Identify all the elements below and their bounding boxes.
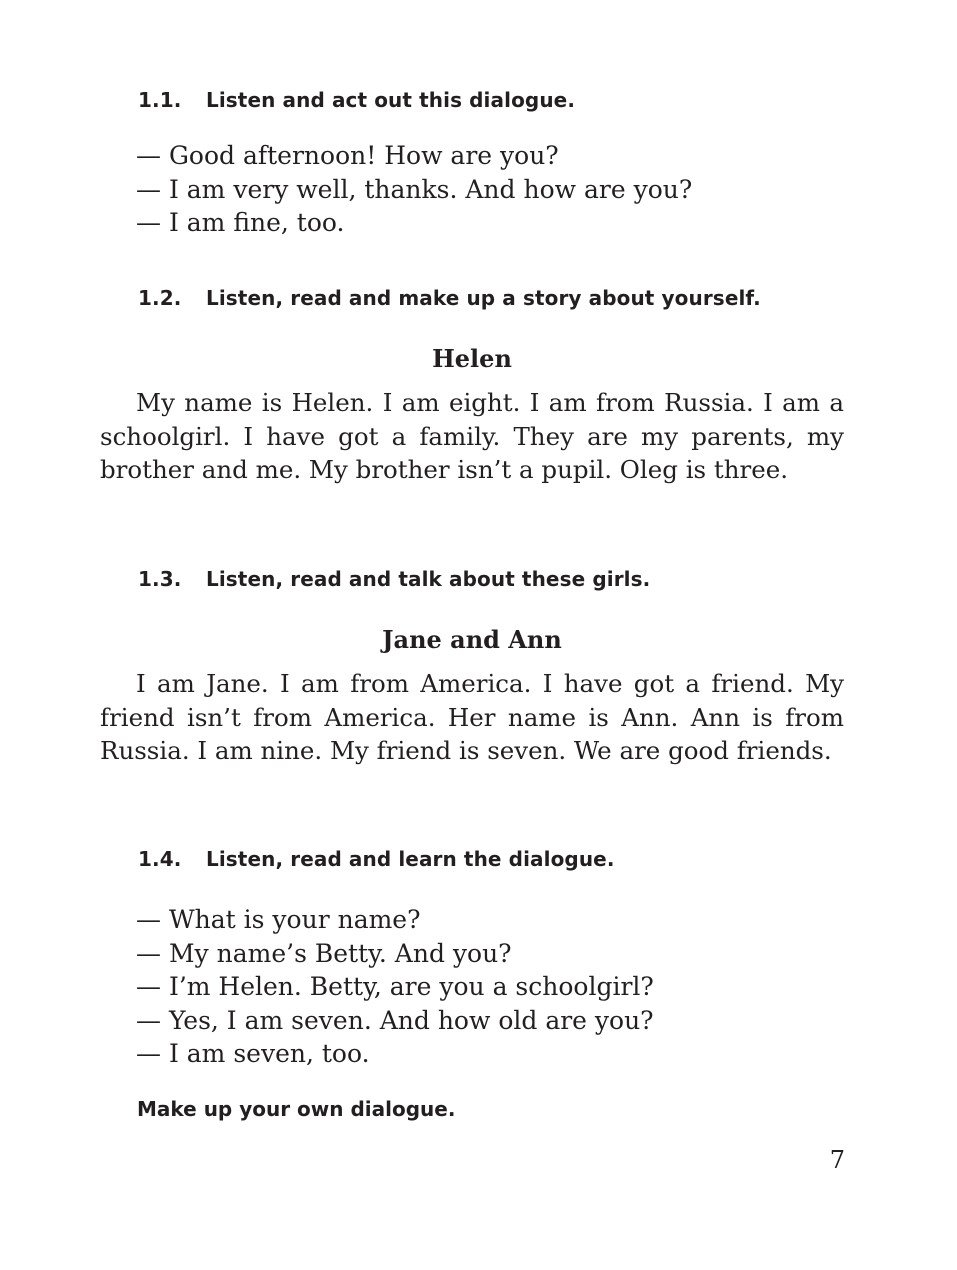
story-text-jane-and-ann: I am Jane. I am from America. I have got a friend. My friend isn’t from America. Her name is Ann. Ann is from Russia. I am nine. My friend is seven. We are good friends.	[100, 669, 844, 765]
exercise-heading-1-4	[138, 847, 615, 871]
exercise-heading-1-2	[138, 286, 761, 310]
dialogue-line: — I’m Helen. Betty, are you a schoolgirl?	[136, 972, 654, 1001]
exercise-number: 1.2.	[138, 286, 182, 310]
exercise-heading-1-3	[138, 567, 650, 591]
dialogue-line: — I am very well, thanks. And how are you?	[136, 174, 693, 204]
dialogue-line: — My name’s Betty. And you?	[136, 938, 512, 968]
dialogue-line: — I am fine, too.	[136, 208, 345, 237]
page-number: 7	[829, 1146, 845, 1174]
story-text-helen: My name is Helen. I am eight. I am from Russia. I am a schoolgirl. I have got a family. They are my parents, my brother and me. My brother isn’t a pupil. Oleg is three.	[100, 388, 844, 484]
dialogue-1-4	[136, 903, 654, 1071]
dialogue-line: — What is your name?	[136, 905, 421, 934]
exercise-instruction: Listen and act out this dialogue.	[206, 88, 576, 112]
exercise-number: 1.1.	[138, 88, 182, 112]
exercise-instruction: Listen, read and learn the dialogue.	[206, 847, 615, 871]
own-dialogue-instruction: Make up your own dialogue.	[137, 1097, 456, 1121]
dialogue-line: — Good afternoon! How are you?	[136, 141, 559, 170]
exercise-number: 1.4.	[138, 847, 182, 871]
exercise-heading-1-1	[138, 88, 575, 112]
story-title-jane-and-ann: Jane and Ann	[382, 625, 562, 654]
dialogue-line: — Yes, I am seven. And how old are you?	[136, 1005, 654, 1035]
dialogue-1-1	[136, 139, 692, 240]
exercise-number: 1.3.	[138, 567, 182, 591]
exercise-instruction: Listen, read and talk about these girls.	[206, 567, 651, 591]
dialogue-line: — I am seven, too.	[136, 1039, 370, 1068]
exercise-instruction: Listen, read and make up a story about yourself.	[206, 286, 761, 310]
story-title-helen: Helen	[432, 344, 512, 373]
